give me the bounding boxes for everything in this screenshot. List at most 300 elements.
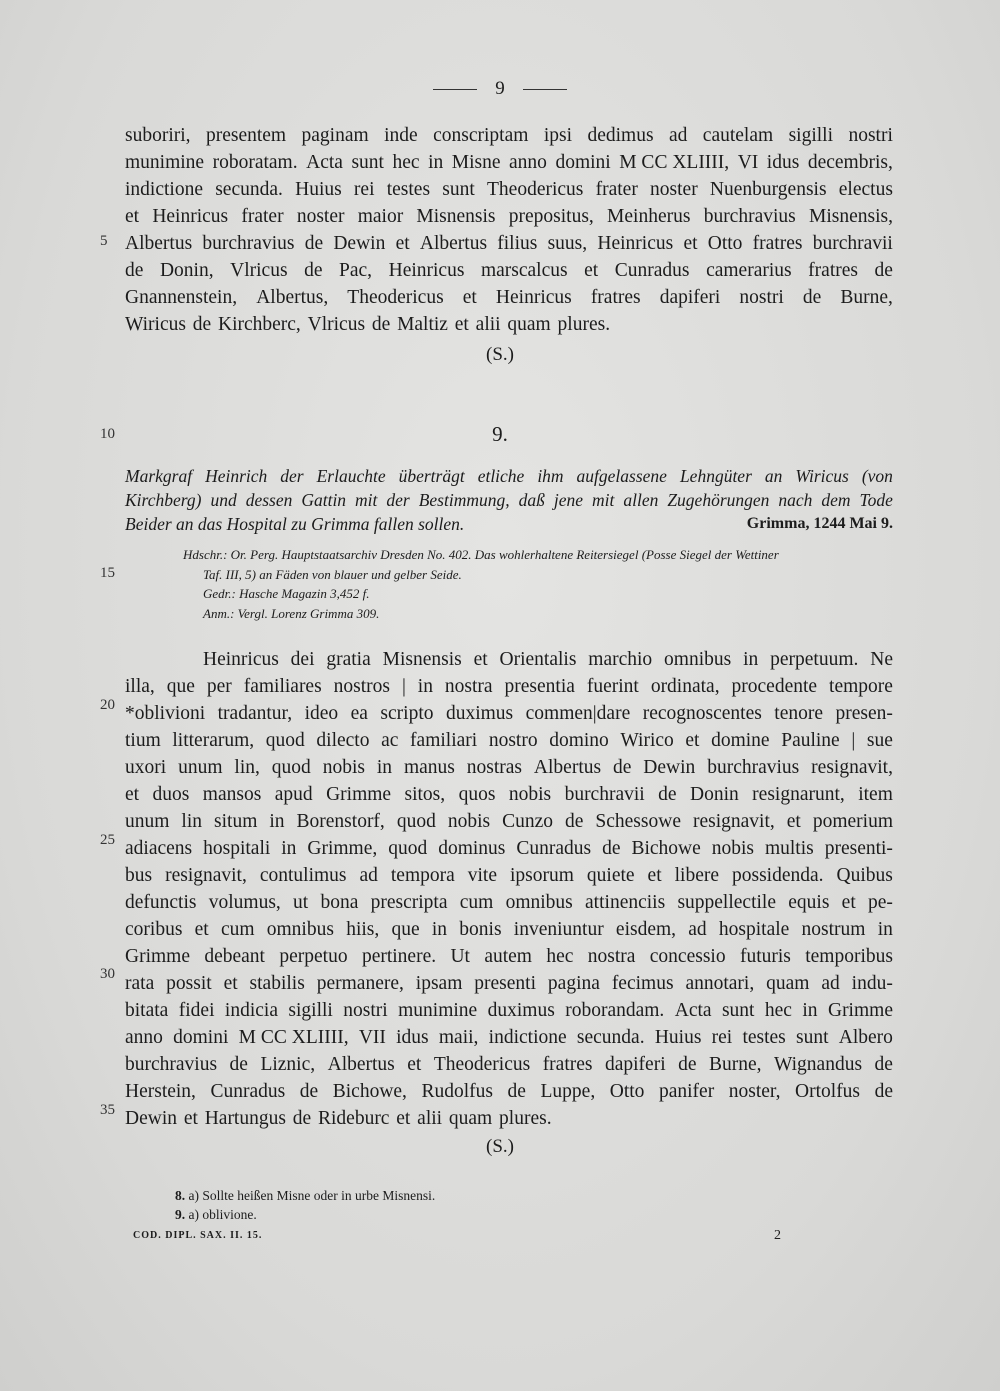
text-line [125,149,893,176]
word: de [874,260,893,281]
word: et [395,233,410,254]
word: quod [388,838,428,859]
word: maii, [438,1027,479,1048]
word: duos [152,784,190,805]
word: de [802,287,822,308]
word: electus [838,179,893,200]
word: attinenciis [585,892,666,913]
page-number: 9 [495,78,505,99]
word: Heinricus [203,649,279,670]
word: in [743,649,759,670]
word: Theodericus [433,1054,531,1075]
word: de [658,784,677,805]
word: fratres [752,233,803,254]
word: rata [125,973,155,994]
word: de [565,811,584,832]
word: et [841,892,856,913]
regest-word: an [764,466,783,486]
word: inde [384,125,418,146]
word: et [194,919,209,940]
word: domini [555,152,611,173]
word: de [371,314,391,335]
word: fidei [178,1000,215,1021]
word: Wirico [620,730,674,751]
word: bus [125,865,153,886]
word: Borenstorf, [296,811,385,832]
line-number: 20 [100,697,115,713]
word: frater [595,179,638,200]
word: nostri [739,287,784,308]
word: Grimme [827,1000,893,1021]
regest-word: Kirchberg) [125,490,202,510]
word: resignarunt, [752,784,845,805]
word: dedimus [587,125,654,146]
text-line [125,727,893,754]
regest-word: Tode [859,490,893,510]
word: permanere, [316,973,404,994]
word: de [299,1081,319,1102]
word: fratres [808,260,858,281]
word: rei [353,179,375,200]
word: nostra [444,676,493,697]
word: marchio [588,649,653,670]
word: bona [320,892,359,913]
word: noster [650,179,698,200]
line-number: 15 [100,565,115,581]
word: Acta [306,152,343,173]
regest-word: allen [623,490,659,510]
word: fuerint [586,676,639,697]
document-number: 9. [492,422,508,446]
word: Ortolfus [795,1081,861,1102]
word: Nuenburgensis [709,179,827,200]
word: testes [386,179,431,200]
word: resignavit, [165,865,247,886]
regest-word: aufgelassene [576,466,667,486]
word: ideo [304,703,339,724]
word: domine [711,730,770,751]
word: Rideburc [317,1108,390,1129]
word: ad [668,125,688,146]
word: in [281,838,297,859]
word: tium [125,730,161,751]
word: burchravius [703,206,796,227]
word: VI [737,152,759,173]
regest-word: daß [518,490,545,510]
word: | [851,730,856,751]
word: Burne, [709,1054,762,1075]
word: M CC XLIIII, [619,152,730,173]
word: tempore [829,676,893,697]
word: frater [241,206,284,227]
text-line [125,1024,893,1051]
word: ipsi [543,125,573,146]
word: mansos [202,784,262,805]
word: in [417,676,433,697]
text-line [125,122,893,149]
word: camerarius [706,260,792,281]
word: bitata [125,1000,169,1021]
place-date: Grimma, 1244 Mai 9. [746,515,893,532]
word: Dewin [643,757,696,778]
word: noster, [728,1081,781,1102]
word: Albertus [327,1054,395,1075]
word: futuris [739,946,791,967]
remark-note: Anm.: Vergl. Lorenz Grimma 309. [203,605,380,621]
word: Ut [450,946,470,967]
word: domini [173,1027,229,1048]
regest-word: dem [821,490,851,510]
word: sunt [351,152,384,173]
word: anno [125,1027,163,1048]
word: sue [866,730,893,751]
regest-summary [125,464,893,536]
word: pomerium [812,811,893,832]
word: Albertus [125,233,193,254]
word: munimine [125,152,205,173]
word: rei [711,1027,733,1048]
word: de [874,1081,893,1102]
word: Wiricus [125,314,186,335]
word: de [602,838,621,859]
word: sunt [796,1027,829,1048]
word: et [473,649,488,670]
word: ea [350,703,368,724]
regest-word: der [386,490,410,510]
word: hiis, [346,919,380,940]
word: que [166,676,195,697]
word: in [802,1000,818,1021]
text-line [125,808,893,835]
regest-word: Bestimmung, [418,490,510,510]
word: dapiferi [604,1054,666,1075]
word: presen- [835,703,893,724]
word: | [401,676,406,697]
word: uxori [125,757,167,778]
regest-word: (von [861,466,893,486]
word: volumus, [208,892,281,913]
word: ipsorum [510,865,574,886]
word: in [428,152,444,173]
text-line [125,311,893,338]
word: secunda. [215,179,283,200]
word: in [269,811,285,832]
text-line [125,257,893,284]
word: suus, [547,233,588,254]
word: vite [467,865,498,886]
word: Acta [674,1000,712,1021]
word: de [125,260,144,281]
word: Gnannenstein, [125,287,238,308]
word: VII [358,1027,386,1048]
regest-line [125,464,893,488]
word: Albertus [533,757,602,778]
line-number: 30 [100,966,115,982]
word: de [612,757,632,778]
word: burchravius [202,233,295,254]
word: fratres [542,1054,593,1075]
word: coribus [125,919,183,940]
line-number: 35 [100,1102,115,1118]
word: Albertus [419,233,488,254]
word: autem [484,946,532,967]
word: Quibus [836,865,893,886]
word: Theodericus [347,287,444,308]
seal-mark: (S.) [486,1136,514,1157]
word: suboriri, [125,125,191,146]
word: per [206,676,232,697]
word: Rudolfus [421,1081,493,1102]
regest-word: Wiricus [795,466,849,486]
word: et [647,865,662,886]
word: possit [166,973,212,994]
word: inveniuntur [513,919,604,940]
regest-word: mit [355,490,378,510]
word: decembris, [807,152,893,173]
regest-word: mit [591,490,615,510]
regest-word: Markgraf [125,466,193,486]
footnote-9: 9. a) oblivione. [175,1207,257,1222]
word: resignavit, [692,811,775,832]
word: Pauline [781,730,840,751]
word: de [507,1081,526,1102]
word: Wignandus [774,1054,863,1075]
text-line [125,943,893,970]
word: Misnensis, [808,206,893,227]
word: Heinricus [495,287,572,308]
word: noster [296,206,345,227]
word: contulimus [259,865,347,886]
word: Orientalis [499,649,577,670]
word: Meinherus [607,206,691,227]
regest-word: Gattin [301,490,347,510]
word: libere [674,865,719,886]
printed-edition-note: Gedr.: Hasche Magazin 3,452 f. [203,586,370,601]
word: munimine [398,1000,478,1021]
word: Vlricus [307,314,366,335]
word: Hartungus [204,1108,286,1129]
word: debeant [204,946,265,967]
word: burchravii [812,233,893,254]
text-line [125,673,893,700]
word: dapiferi [659,287,721,308]
word: de [229,1054,248,1075]
word: Burne, [840,287,893,308]
word: lin, [234,757,260,778]
word: Grimme [125,946,190,967]
word: quam [507,314,551,335]
word: hospitale [718,919,790,940]
word: et [683,233,698,254]
word: hec [764,1000,792,1021]
text-line [125,970,893,997]
word: prepositus, [508,206,594,227]
word: secunda. [576,1027,645,1048]
word: Heinricus [597,233,674,254]
word: ad [821,973,840,994]
word: plures. [499,1108,552,1129]
word: nostrum [801,919,866,940]
line-number: 25 [100,832,115,848]
word: procedente [731,676,818,697]
text-line [125,1078,893,1105]
word: hospitali [203,838,271,859]
word: roborandam. [565,1000,665,1021]
word: filius [497,233,538,254]
word: indictione [125,179,203,200]
word: Maltiz [397,314,448,335]
word: Huius [654,1027,702,1048]
regest-word: Erlauchte [316,466,386,486]
word: duximus [487,1000,555,1021]
text-line [125,781,893,808]
word: *oblivioni [125,703,206,724]
word: in [376,757,393,778]
word: indu- [851,973,893,994]
word: suppellectile [677,892,776,913]
word: item [858,784,893,805]
word: nobis [508,784,552,805]
word: in [431,919,448,940]
word: de [678,1054,697,1075]
word: et [584,260,599,281]
word: sigilli [788,125,834,146]
word: et [183,1108,198,1129]
word: in [877,919,893,940]
word: Albero [838,1027,893,1048]
word: quam [766,973,810,994]
word: Pac, [339,260,373,281]
word: sitos, [404,784,446,805]
regest-word: Heinrich [205,466,268,486]
text-line [125,916,893,943]
word: fecimus [611,973,674,994]
word: Donin [689,784,739,805]
word: et [125,206,140,227]
regest-word: überträgt [398,466,465,486]
word: presentia [504,676,575,697]
word: presenti- [824,838,893,859]
word: anno [509,152,547,173]
word: dilecto [316,730,370,751]
word: omnibus [664,649,732,670]
word: nobis [322,757,365,778]
word: domino [549,730,609,751]
text-line [125,862,893,889]
text-line [125,646,893,673]
word: quiete [586,865,635,886]
text-line [125,835,893,862]
regest-word: Beider an das Hospital zu Grimma fallen sollen. [125,514,465,534]
word: sunt [721,1000,755,1021]
word: ac [381,730,399,751]
manuscript-note: Hdschr.: Or. Perg. Hauptstaatsarchiv Dresden No. 402. Das wohlerhaltene Reitersiegel (Posse Siegel der Wettiner [183,547,779,562]
word: Donin, [159,260,214,281]
word: burchravius [707,757,800,778]
word: quos [458,784,496,805]
word: indicia [224,1000,278,1021]
word: Dewin [125,1108,177,1129]
word: conscriptam [433,125,529,146]
word: gratia [326,649,371,670]
word: Huius [295,179,342,200]
word: paginam [301,125,369,146]
word: et [407,1054,422,1075]
previous-document-ending [125,122,893,338]
word: Cunradus [516,838,592,859]
word: concessio [649,946,726,967]
word: de [304,260,323,281]
word: maior [357,206,404,227]
word: hec [546,946,574,967]
regest-word: der [280,466,304,486]
word: fratres [590,287,641,308]
word: de [192,314,212,335]
regest-word: jene [553,490,583,510]
word: de [304,233,324,254]
word: nostros [333,676,390,697]
line-number: 5 [100,233,108,249]
seal-mark: (S.) [486,344,514,365]
word: Cunzo [502,811,553,832]
regest-word: nach [778,490,813,510]
word: ipsam [415,973,463,994]
word: recognoscentes [642,703,762,724]
word: et [685,730,700,751]
word: Bichowe [631,838,701,859]
word: possidenda. [731,865,824,886]
word: Albertus, [256,287,329,308]
word: ad [359,865,378,886]
word: sigilli [288,1000,333,1021]
word: perpetuo [279,946,348,967]
word: Otto [609,1081,645,1102]
word: et [125,784,140,805]
footnotes [175,1186,435,1224]
word: Cunradus [210,1081,286,1102]
word: Theodericus [487,179,584,200]
word: tenore [774,703,824,724]
word: omnibus [266,919,334,940]
word: commen|dare [525,703,631,724]
word: scripto [380,703,434,724]
word: indictione [488,1027,567,1048]
word: de [292,1108,312,1129]
word: sunt [442,179,475,200]
regest-word: dessen [245,490,293,510]
word: prescripta [370,892,448,913]
word: Bichowe, [332,1081,407,1102]
word: dominus [438,838,506,859]
word: Ne [870,649,893,670]
word: pertinere. [361,946,437,967]
word: cum [459,892,494,913]
word: duximus [445,703,514,724]
word: quam [448,1108,493,1129]
word: annotari, [685,973,755,994]
word: tradantur, [217,703,293,724]
word: familiares [243,676,322,697]
word: testes [742,1027,786,1048]
word: plures. [557,314,611,335]
word: presenti [474,973,537,994]
word: ad [688,919,707,940]
word: cautelam [702,125,774,146]
word: Kirchberc, [217,314,301,335]
text-line [125,700,893,727]
word: situm [214,811,258,832]
word: Vlricus [230,260,288,281]
